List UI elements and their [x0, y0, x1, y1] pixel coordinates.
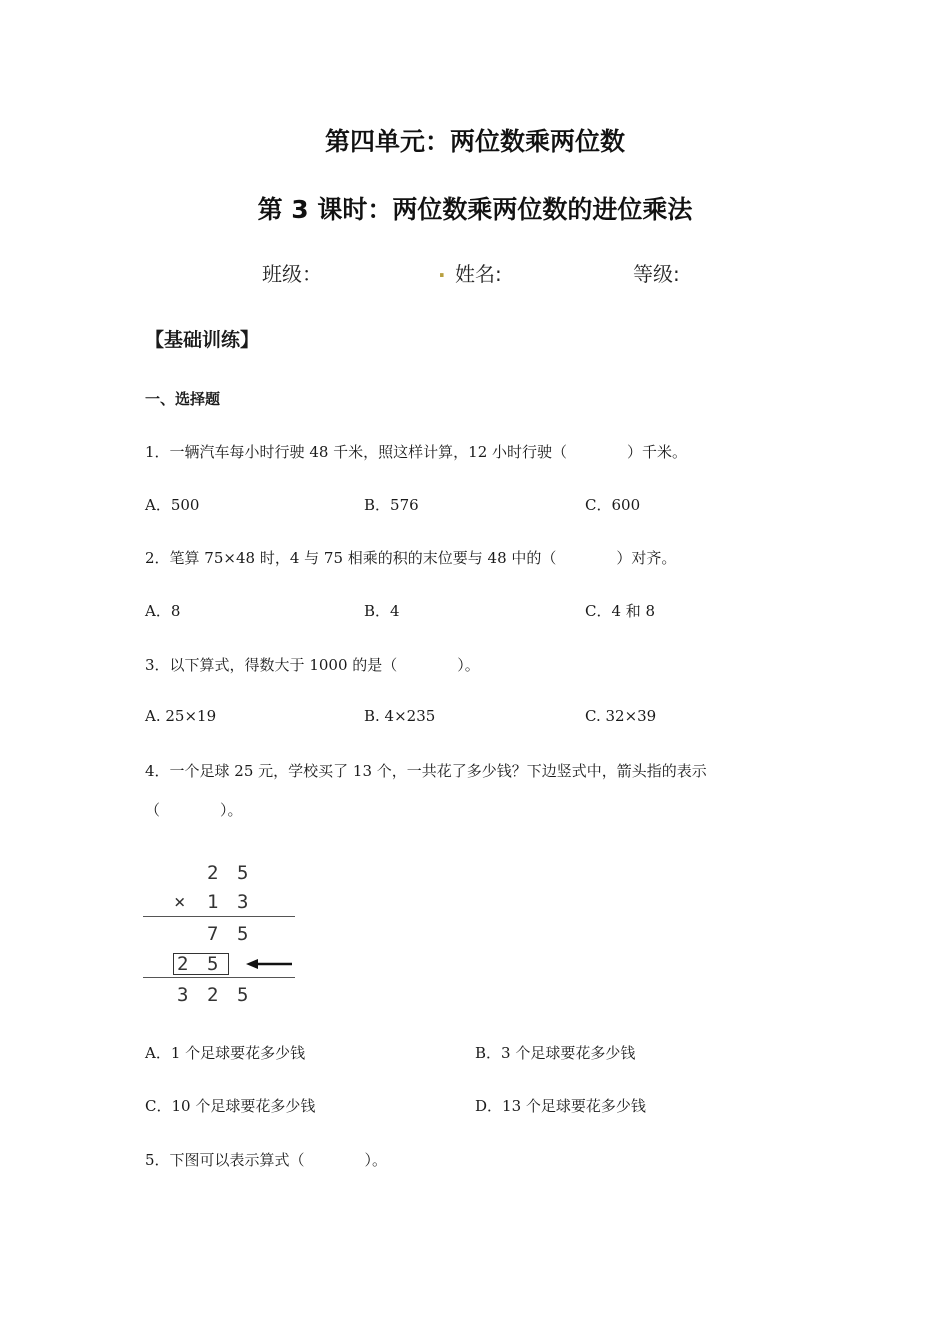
q3-option-b: B. 4×235 — [364, 707, 436, 725]
unit-title: 第四单元：两位数乘两位数 — [324, 127, 625, 156]
calc-digit: 5 — [237, 984, 249, 1006]
calc-digit: 1 — [207, 891, 219, 913]
calc-digit: 5 — [237, 862, 249, 884]
calc-digit: 2 — [177, 953, 189, 975]
separator-dot: . — [438, 258, 446, 282]
section-subtitle: 一、选择题 — [145, 390, 221, 408]
calc-digit: 3 — [177, 984, 189, 1006]
question-3: 3．以下算式，得数大于 1000 的是（ ）。 — [145, 656, 480, 674]
q4-option-d: D．13 个足球要花多少钱 — [475, 1097, 646, 1115]
calc-digit: 5 — [207, 953, 219, 975]
question-4-line2: （ ）。 — [145, 801, 243, 819]
q2-option-a: A．8 — [145, 602, 181, 620]
q2-option-c: C．4 和 8 — [585, 602, 656, 620]
q2-option-b: B．4 — [364, 602, 400, 620]
class-label: 班级： — [262, 262, 322, 286]
question-4-line1: 4．一个足球 25 元，学校买了 13 个，一共花了多少钱？下边竖式中，箭头指的表示 — [145, 762, 707, 780]
left-arrow-icon — [244, 956, 294, 972]
q1-option-a: A．500 — [145, 496, 200, 514]
section-title: 【基础训练】 — [145, 329, 260, 351]
calc-digit: 7 — [207, 923, 219, 945]
calc-digit: 3 — [237, 891, 249, 913]
calc-divider — [143, 977, 295, 978]
q3-option-a: A. 25×19 — [145, 707, 217, 725]
q4-option-b: B．3 个足球要花多少钱 — [475, 1044, 636, 1062]
calc-digit: 2 — [207, 984, 219, 1006]
q3-option-c: C. 32×39 — [585, 707, 657, 725]
calc-divider — [143, 916, 295, 917]
question-5: 5．下图可以表示算式（ ）。 — [145, 1151, 388, 1169]
calc-digit: 5 — [237, 923, 249, 945]
name-label: 姓名: — [455, 262, 502, 286]
lesson-title: 第 3 课时：两位数乘两位数的进位乘法 — [257, 195, 693, 224]
q1-option-c: C．600 — [585, 496, 641, 514]
question-2: 2．笔算 75×48 时，4 与 75 相乘的积的末位要与 48 中的（ ）对齐。 — [145, 549, 677, 567]
q4-option-a: A．1 个足球要花多少钱 — [145, 1044, 306, 1062]
calc-digit: 2 — [207, 862, 219, 884]
q4-option-c: C．10 个足球要花多少钱 — [145, 1097, 316, 1115]
grade-label: 等级: — [633, 262, 680, 286]
q1-option-b: B．576 — [364, 496, 419, 514]
question-1: 1．一辆汽车每小时行驶 48 千米，照这样计算，12 小时行驶（ ）千米。 — [145, 443, 688, 461]
multiply-sign: × — [174, 891, 186, 913]
